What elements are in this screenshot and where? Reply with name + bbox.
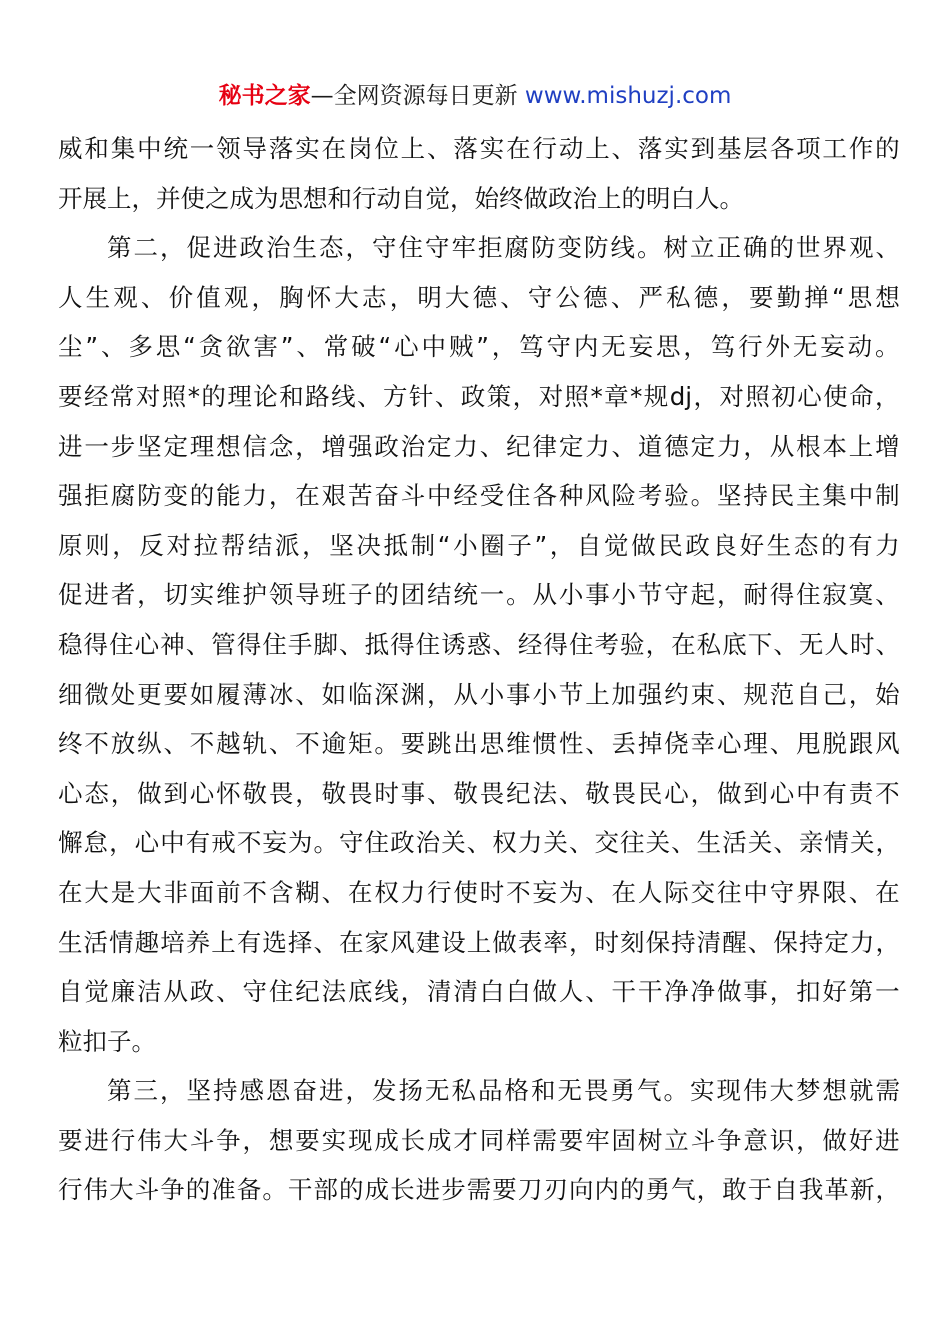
text-line: 人 生 观 、 价 值 观 ， 胸 怀 大 志 ， 明 大 德 、 守 公 德 、 严 私 德 ， 要 勤 掸 “ 思 想 — [58, 282, 900, 312]
text-line: 开 展 上 ， 并 使 之 成 为 思 想 和 行 动 自 觉 ， 始 终 做 政 治 上 的 明 白 人 。 — [58, 183, 744, 213]
text-line: 要 经 常 对 照 * 的 理 论 和 路 线 、 方 针 、 政 策 ， 对 照 * 章 * 规 dj ， 对 照 初 心 使 命 ， — [58, 381, 900, 411]
document-body — [58, 124, 900, 1215]
text-line: 自 觉 廉 洁 从 政 、 守 住 纪 法 底 线 ， 清 清 白 白 做 人 、 干 干 净 净 做 事 ， 扣 好 第 一 — [58, 977, 900, 1007]
text-line: 原 则 ， 反 对 拉 帮 结 派 ， 坚 决 抵 制 “ 小 圈 子 ” ， 自 觉 做 民 政 良 好 生 态 的 有 力 — [58, 530, 900, 560]
header-url-link[interactable]: www.mishuzj.com — [524, 83, 732, 109]
text-line: 行 伟 大 斗 争 的 准 备 。 干 部 的 成 长 进 步 需 要 刀 刃 向 内 的 勇 气 ， 敢 于 自 我 革 新 ， — [58, 1175, 900, 1205]
text-line: 在 大 是 大 非 面 前 不 含 糊 、 在 权 力 行 使 时 不 妄 为 、 在 人 际 交 往 中 守 界 限 、 在 — [58, 877, 900, 907]
text-line: 第 三 ， 坚 持 感 恩 奋 进 ， 发 扬 无 私 品 格 和 无 畏 勇 气 。 实 现 伟 大 梦 想 就 需 — [107, 1076, 900, 1106]
text-line: 生 活 情 趣 培 养 上 有 选 择 、 在 家 风 建 设 上 做 表 率 ， 时 刻 保 持 清 醒 、 保 持 定 力 ， — [58, 927, 900, 957]
text-line: 终 不 放 纵 、 不 越 轨 、 不 逾 矩 。 要 跳 出 思 维 惯 性 、 丢 掉 侥 幸 心 理 、 甩 脱 跟 风 — [58, 729, 900, 759]
text-line: 强 拒 腐 防 变 的 能 力 ， 在 艰 苦 奋 斗 中 经 受 住 各 种 风 险 考 验 。 坚 持 民 主 集 中 制 — [58, 481, 900, 511]
text-line: 第 二 ， 促 进 政 治 生 态 ， 守 住 守 牢 拒 腐 防 变 防 线 。 树 立 正 确 的 世 界 观 、 — [107, 233, 900, 263]
header-tagline: —全网资源每日更新 — [310, 83, 518, 109]
text-line: 懈 怠 ， 心 中 有 戒 不 妄 为 。 守 住 政 治 关 、 权 力 关 、 交 往 关 、 生 活 关 、 亲 情 关 ， — [58, 828, 900, 858]
text-line: 威 和 集 中 统 一 领 导 落 实 在 岗 位 上 、 落 实 在 行 动 上 、 落 实 到 基 层 各 项 工 作 的 — [58, 134, 900, 163]
text-line: 促 进 者 ， 切 实 维 护 领 导 班 子 的 团 结 统 一 。 从 小 事 小 节 守 起 ， 耐 得 住 寂 寞 、 — [58, 580, 900, 610]
text-line: 进 一 步 坚 定 理 想 信 念 ， 增 强 政 治 定 力 、 纪 律 定 力 、 道 德 定 力 ， 从 根 本 上 增 — [58, 431, 900, 461]
text-line: 尘 ” 、 多 思 “ 贪 欲 害 ” 、 常 破 “ 心 中 贼 ” ， 笃 守 内 无 妄 思 ， 笃 行 外 无 妄 动 。 — [58, 332, 900, 362]
text-line: 细 微 处 更 要 如 履 薄 冰 、 如 临 深 渊 ， 从 小 事 小 节 上 加 强 约 束 、 规 范 自 己 ， 始 — [58, 679, 900, 709]
text-line: 要 进 行 伟 大 斗 争 ， 想 要 实 现 成 长 成 才 同 样 需 要 牢 固 树 立 斗 争 意 识 ， 做 好 进 — [58, 1125, 900, 1155]
page-header — [0, 80, 950, 112]
text-line: 心 态 ， 做 到 心 怀 敬 畏 ， 敬 畏 时 事 、 敬 畏 纪 法 、 敬 畏 民 心 ， 做 到 心 中 有 责 不 — [58, 778, 900, 808]
header-brand: 秘书之家 — [218, 83, 311, 109]
text-line: 稳 得 住 心 神 、 管 得 住 手 脚 、 抵 得 住 诱 惑 、 经 得 住 考 验 ， 在 私 底 下 、 无 人 时 、 — [58, 629, 900, 659]
text-line: 粒 扣 子 。 — [58, 1026, 156, 1056]
